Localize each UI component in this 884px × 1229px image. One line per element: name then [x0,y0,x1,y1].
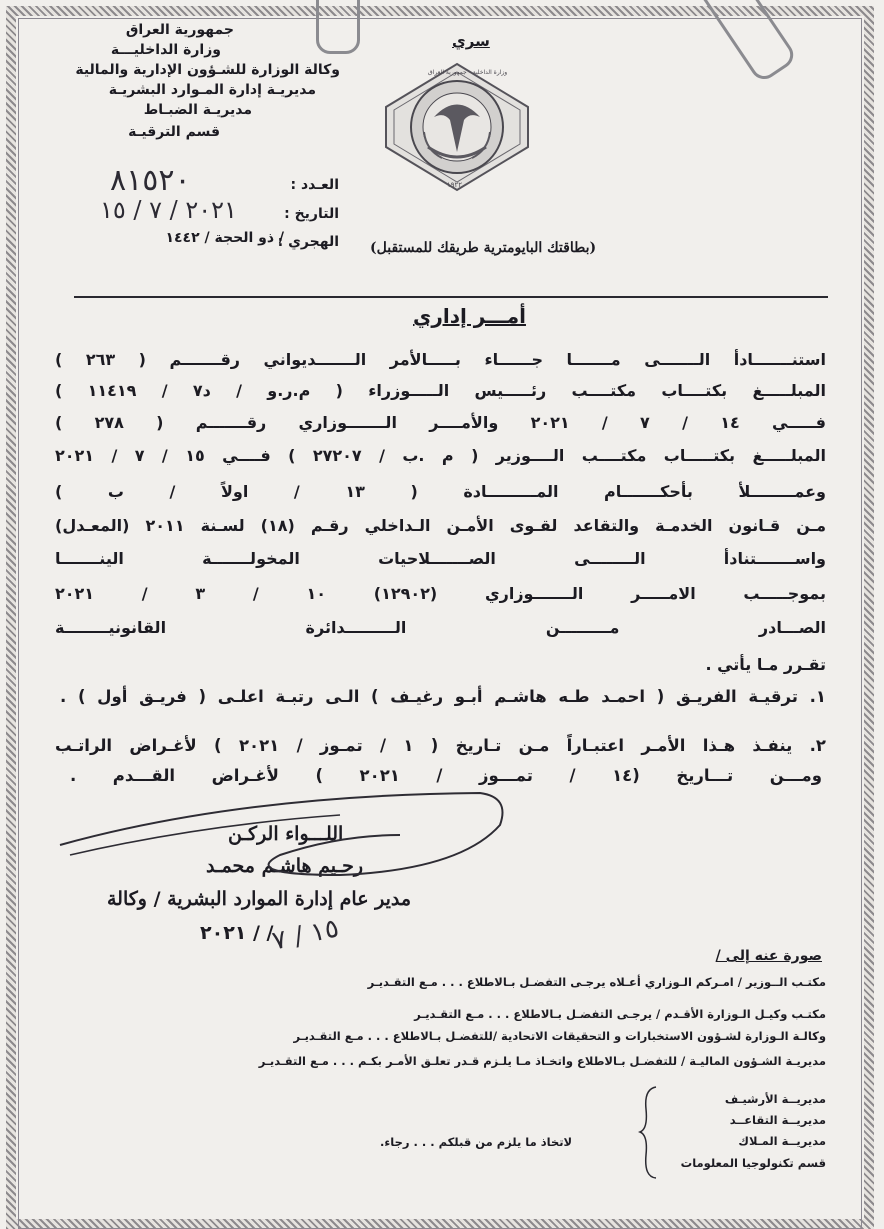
number-value: ٨١٥٢٠ [110,163,191,198]
date-label: التاريخ : [284,206,339,222]
decision-intro: تقـرر مـا يأتي . [705,655,826,674]
signatory-title: مدير عام إدارة الموارد البشرية / وكالة [107,888,412,910]
ministry-name: وزارة الداخليـــة [110,42,221,58]
body-line-6: مـن قـانون الخدمـة والتقاعد لقـوى الأمـن الـداخلي رقـم (١٨) لسـنة ٢٠١١ (المعـدل) [55,516,826,535]
hijri-value: / ذو الحجة / ١٤٤٢ [165,230,284,246]
decision-item-2-cont: ومـــن تـــاريخ (١٤ / تمـــوز / ٢٠٢١ ) لأغـراض القـــدم . [70,766,822,785]
group-note: لاتخاذ ما يلزم من قبلكم . . . رجاء. [380,1135,573,1149]
emblem-year: ١٩٢٢ [447,181,463,189]
copy-group-1: مديريــة الأرشيـف [724,1092,826,1106]
slogan: (بطاقتك البايومترية طريقك للمستقبل) [370,240,597,256]
hijri-label: الهجري : [277,234,339,250]
copy-line-1: مكتـب الــوزير / امـركم الـوزاري أعـلاه يرجـى التفضـل بـالاطلاع . . . مـع التقـديـر [367,975,826,989]
date-value: ٢٠٢١ / ٧ / ١٥ [100,196,237,224]
body-line-9: الصـــادر مـــــــــن الـــــــــدائرة القانونيــــــــة [55,618,826,637]
agency-name: وكالة الوزارة للشـؤون الإدارية والمالية [75,62,340,78]
paper-clip-left [316,0,360,54]
handwritten-signature [40,775,520,895]
body-line-5: وعمــــــــلأ بأحكـــــــام المـــــــــادة ( ١٣ / اولاً / ب ) [55,482,826,501]
body-line-3: فـــــي ١٤ / ٧ / ٢٠٢١ والأمــــر الـــــــوزاري رقـــــــم ( ٢٧٨ ) [55,413,827,432]
document-title: أمـــر إداري [413,304,526,328]
signatory-rank: اللـــواء الركـن [228,823,344,845]
ministry-emblem [384,62,530,192]
emblem-ring-text: وزارة الداخلية - جمهورية العراق [428,69,508,76]
body-line-1: استنـــــــادأ الـــــــى مـــــــا جــــــاء بـــــالأمر الـــــــديواني رقـــــــم ( ٢٦٣ ) [55,350,826,369]
signature-date-hand: ١٥ / ٧ [269,913,342,957]
country-name: جمهورية العراق [125,22,234,38]
signatory-name: رحـيم هاشـم محمـد [206,855,364,877]
copy-group-3: مديريــة المـلاك [738,1134,826,1148]
classification-label: سري [452,32,490,50]
group-brace [638,1085,662,1180]
copy-line-4: مديريـة الشـؤون الماليـة / للتفضـل بـالاطلاع واتخـاذ مـا يلـزم قـدر تعلـق الأمـر بكـم . . . مـع التقـديـر [258,1054,826,1068]
header-divider [74,296,828,298]
number-label: العـدد : [290,177,339,193]
body-line-7: واســـــــتنادأ الــــــــى الصـــــــلاحيات المخولـــــــة الينـــــــا [55,549,826,568]
copy-line-2: مكتـب وكيـل الـوزارة الأقـدم / يرجـى التفضـل بـالاطلاع . . . مـع التقـديـر [414,1007,826,1021]
hr-directorate: مديريـة إدارة المـوارد البشريـة [108,82,316,98]
body-line-2: المبلـــــغ بكتــــاب مكتــــب رئـــــيس الـــــوزراء ( م.ر.و / د٧ / ١١٤١٩ ) [55,381,826,400]
copies-heading: صورة عنه إلى / [715,948,822,964]
copy-line-3: وكالـة الـوزارة لشـؤون الاستخبارات و التحقيقات الاتحادية /للتفضـل بـالاطلاع . . . مـع التقـديـر [293,1029,826,1043]
signature-date-print: ٢٠٢١ / / [200,922,274,944]
body-line-8: بموجـــــب الامـــــر الـــــــوزاري (١٢٩٠٢) ١٠ / ٣ / ٢٠٢١ [55,584,826,603]
decision-item-1: ١. ترقيـة الفريـق ( احمـد طـه هاشـم أبـو رغيـف ) الـى رتبـة اعلـى ( فريـق أول ) . [60,687,826,706]
promotion-section: قسم الترقيـة [128,124,220,140]
body-line-4: المبلـــــغ بكتـــــاب مكتــــب الــــوزير ( م .ب / ٢٧٢٠٧ ) فــــي ١٥ / ٧ / ٢٠٢١ [55,446,827,465]
officers-directorate: مديريـة الضبـاط [143,102,252,118]
copy-group-2: مديريــة التقاعــد [729,1113,826,1127]
decision-item-2: ٢. ينفـذ هـذا الأمـر اعتبـاراً مـن تـاريخ ( ١ / تمـوز / ٢٠٢١ ) لأغـراض الراتـب [55,736,826,755]
copy-group-4: قسم تكنولوجيا المعلومات [680,1156,826,1170]
